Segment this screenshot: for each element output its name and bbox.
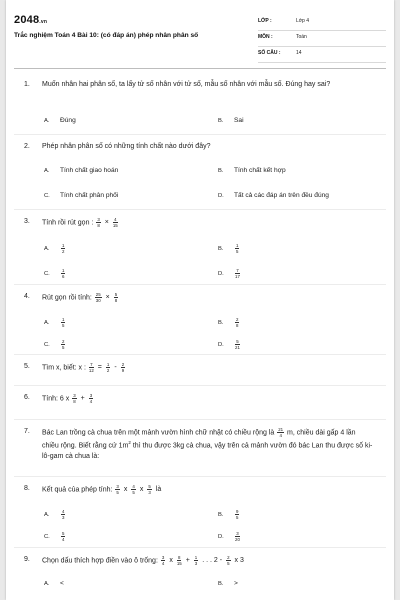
answer-option-d[interactable] — [218, 192, 329, 199]
answer-option-a[interactable] — [44, 243, 66, 254]
math-operator: x — [139, 486, 144, 494]
header-divider — [14, 68, 386, 69]
fraction-numerator: 2 — [236, 317, 239, 322]
fraction-denominator: 21 — [235, 345, 240, 350]
option-label: C. — [44, 342, 50, 349]
math-operator: x — [123, 486, 128, 494]
option-label: D. — [218, 534, 224, 541]
fraction-numerator: 4 — [62, 509, 65, 514]
question-prompt: Kết quả của phép tính: — [42, 486, 113, 494]
fraction — [89, 362, 94, 373]
question-prompt: Phép nhân phân số có những tính chất nào dưới đây? — [42, 143, 211, 150]
fraction — [106, 362, 110, 373]
fraction — [226, 555, 230, 566]
meta-value: Lớp 4 — [296, 18, 310, 24]
fraction-denominator: 3 — [62, 515, 65, 520]
question-text-part: thì thu được 3kg cà chua, vậy trên cả mảnh vườn đó bác Lan thu được số ki-lô-gam cà chua là: — [42, 442, 373, 460]
answer-option-b[interactable] — [218, 117, 244, 124]
option-text: Sai — [234, 117, 244, 124]
fraction — [61, 243, 65, 254]
math-operator: × — [104, 219, 109, 227]
option-label: A. — [44, 512, 50, 519]
answer-option-b[interactable] — [218, 509, 240, 520]
fraction-numerator: 1 — [106, 362, 110, 367]
math-operator: x — [169, 557, 173, 565]
fraction — [235, 268, 240, 279]
worksheet-page — [6, 0, 394, 600]
meta-key: LỚP : — [258, 18, 272, 24]
fraction — [95, 292, 102, 303]
fraction-denominator: 12 — [88, 368, 94, 373]
question-number: 4. — [24, 293, 30, 300]
question-number: 6. — [24, 394, 30, 401]
meta-value: Toán — [296, 34, 307, 40]
fraction — [61, 317, 65, 328]
meta-key: MÔN : — [258, 34, 273, 40]
meta-value: 14 — [296, 50, 302, 56]
fraction-denominator: 8 — [236, 323, 239, 328]
answer-option-c[interactable] — [44, 339, 66, 350]
option-text: Đúng — [60, 117, 76, 124]
fraction — [131, 484, 135, 495]
fraction-numerator: 2 — [227, 555, 230, 560]
math-operator: . . . 2 - — [202, 557, 223, 565]
fraction-denominator: 20 — [235, 537, 240, 542]
fraction-numerator: 1 — [236, 243, 239, 248]
answer-option-a[interactable] — [44, 317, 66, 328]
question-text — [42, 292, 374, 303]
option-label: A. — [44, 320, 50, 327]
answer-option-a[interactable] — [44, 117, 76, 124]
option-text: Tính chất kết hợp — [234, 167, 286, 174]
fraction — [61, 531, 65, 542]
fraction-denominator: 4 — [62, 537, 65, 542]
question-text-part: m, chiều dài gấp 4 lần chiều rộng. Biết rằng cứ 1m — [42, 429, 356, 450]
option-label: C. — [44, 193, 50, 199]
question-number: 2. — [24, 143, 30, 150]
option-text: Tính chất phân phối — [60, 192, 119, 199]
fraction-denominator: 3 — [194, 561, 198, 566]
math-operator: + — [185, 557, 190, 565]
fraction-denominator: 8 — [97, 223, 100, 228]
fraction-numerator: 21 — [278, 427, 284, 432]
unit-exponent: 2 — [128, 440, 131, 446]
fraction — [161, 555, 165, 566]
fraction-denominator: 2 — [62, 249, 65, 254]
fraction-denominator: 4 — [279, 433, 282, 438]
fraction-denominator: 5 — [132, 490, 135, 495]
fraction — [177, 555, 182, 566]
worksheet-title: Trắc nghiệm Toán 4 Bài 10: (có đáp án) phép nhân phân số — [14, 32, 199, 39]
question-separator — [14, 476, 386, 477]
fraction — [61, 339, 65, 350]
answer-option-d[interactable] — [218, 531, 241, 542]
fraction-denominator: 8 — [73, 399, 76, 404]
fraction — [235, 509, 239, 520]
fraction-numerator: 7 — [90, 362, 93, 367]
question-text — [42, 80, 374, 90]
fraction-denominator: 15 — [176, 561, 182, 566]
fraction-denominator: 6 — [62, 274, 65, 279]
math-operator: = — [97, 364, 102, 372]
option-label: D. — [218, 271, 224, 278]
option-label: C. — [44, 271, 50, 278]
question-text — [42, 484, 374, 495]
math-operator: - — [114, 364, 117, 372]
fraction — [235, 243, 239, 254]
question-prompt: Tính rồi rút gọn : — [42, 219, 94, 227]
fraction-numerator: 2 — [62, 339, 65, 344]
fraction — [72, 393, 76, 404]
question-separator — [14, 284, 386, 285]
fraction-numerator: 3 — [97, 217, 100, 222]
fraction-numerator: 1 — [62, 243, 65, 248]
fraction-denominator: 15 — [112, 223, 118, 228]
math-operator: × — [105, 294, 110, 302]
answer-option-d[interactable] — [218, 339, 241, 350]
meta-row-count — [258, 48, 386, 63]
fraction — [194, 555, 198, 566]
fraction-denominator: 2 — [106, 368, 110, 373]
question-text — [42, 427, 374, 462]
question-text-part: Bác Lan trồng cà chua trên một mảnh vườn hình chữ nhật có chiều rộng là — [42, 429, 277, 437]
option-label: B. — [218, 320, 224, 327]
fraction-numerator: 1 — [194, 555, 198, 560]
worksheet-header — [14, 14, 386, 66]
question-prompt: Tính: 6 x — [42, 395, 70, 403]
question-number: 3. — [24, 218, 30, 225]
fraction-denominator: 5 — [116, 490, 119, 495]
site-logo[interactable]: 2048.vn — [14, 14, 48, 26]
question-separator — [14, 134, 386, 135]
option-label: B. — [218, 168, 224, 174]
option-text: Tất cả các đáp án trên đều đúng — [234, 192, 329, 199]
fraction-numerator: 1 — [62, 268, 65, 273]
fraction-numerator: 5 — [148, 484, 151, 489]
option-text: < — [60, 580, 64, 587]
option-label: B. — [218, 581, 224, 587]
option-label: A. — [44, 118, 50, 124]
question-text — [42, 555, 374, 566]
answer-option-a[interactable] — [44, 509, 66, 520]
fraction-numerator: 3 — [161, 555, 165, 560]
fraction-denominator: 17 — [235, 274, 240, 279]
fraction-numerator: 3 — [236, 531, 239, 536]
question-text — [42, 362, 374, 373]
fraction-denominator: 5 — [62, 345, 65, 350]
question-number: 7. — [24, 428, 30, 435]
fraction-numerator: 25 — [95, 292, 101, 297]
answer-option-a[interactable] — [44, 580, 64, 587]
fraction-denominator: 30 — [95, 298, 101, 303]
question-text — [42, 393, 374, 404]
fraction — [114, 292, 118, 303]
fraction-denominator: 5 — [236, 515, 239, 520]
option-label: C. — [44, 534, 50, 541]
answer-option-c[interactable] — [44, 268, 66, 279]
fraction-numerator: 7 — [236, 268, 239, 273]
fraction-denominator: 4 — [89, 399, 93, 404]
option-text: > — [234, 580, 238, 587]
answer-option-b[interactable] — [218, 243, 240, 254]
fraction — [121, 362, 125, 373]
fraction — [113, 217, 118, 228]
question-number: 8. — [24, 485, 30, 492]
answer-option-b[interactable] — [218, 580, 238, 587]
option-label: B. — [218, 512, 224, 519]
fraction-denominator: 4 — [161, 561, 165, 566]
question-text — [42, 142, 374, 152]
question-prompt: Rút gọn rồi tính: — [42, 294, 92, 302]
question-number: 5. — [24, 363, 30, 370]
fraction-numerator: 4 — [114, 217, 117, 222]
fraction-numerator: 3 — [73, 393, 76, 398]
fraction-numerator: 8 — [178, 555, 181, 560]
question-text — [42, 217, 374, 228]
fraction-numerator: 1 — [62, 317, 65, 322]
meta-key: SỐ CÂU : — [258, 50, 281, 56]
question-number: 9. — [24, 556, 30, 563]
option-label: B. — [218, 246, 224, 253]
fraction-numerator: 9 — [236, 509, 239, 514]
fraction — [235, 531, 240, 542]
fraction-denominator: 5 — [62, 323, 65, 328]
fraction — [277, 427, 284, 438]
fraction — [115, 484, 119, 495]
question-separator — [14, 209, 386, 210]
answer-option-b[interactable] — [218, 167, 286, 174]
math-operator: + — [80, 395, 85, 403]
meta-row-subject — [258, 32, 386, 47]
fraction-numerator: 3 — [89, 393, 93, 398]
answer-option-c[interactable] — [44, 531, 66, 542]
answer-option-a[interactable] — [44, 167, 118, 174]
meta-table — [258, 16, 386, 64]
option-label: A. — [44, 246, 50, 253]
fraction — [89, 393, 93, 404]
fraction — [61, 268, 65, 279]
fraction-numerator: 5 — [114, 292, 118, 297]
option-text: Tính chất giao hoán — [60, 167, 119, 174]
fraction-denominator: 5 — [236, 249, 239, 254]
fraction-numerator: 3 — [116, 484, 119, 489]
option-label: A. — [44, 168, 50, 174]
fraction-denominator: 5 — [227, 561, 230, 566]
fraction-numerator: 2 — [121, 362, 125, 367]
answer-option-b[interactable] — [218, 317, 240, 328]
fraction — [96, 217, 100, 228]
fraction-denominator: 9 — [121, 368, 125, 373]
math-operator: là — [155, 486, 162, 494]
question-separator — [14, 354, 386, 355]
meta-row-class — [258, 16, 386, 31]
question-prompt: Tìm x, biết: x : — [42, 364, 86, 372]
question-separator — [14, 385, 386, 386]
answer-option-c[interactable] — [44, 192, 118, 199]
option-label: D. — [218, 342, 224, 349]
question-number: 1. — [24, 81, 30, 88]
fraction-numerator: 5 — [62, 531, 65, 536]
question-separator — [14, 547, 386, 548]
option-label: A. — [44, 581, 50, 587]
question-separator — [14, 419, 386, 420]
math-operator: x 3 — [234, 557, 244, 565]
answer-option-d[interactable] — [218, 268, 241, 279]
fraction-numerator: 4 — [132, 484, 135, 489]
fraction — [235, 339, 240, 350]
fraction-denominator: 8 — [114, 298, 118, 303]
fraction-denominator: 3 — [148, 490, 151, 495]
fraction — [147, 484, 151, 495]
option-label: D. — [218, 193, 224, 199]
fraction-numerator: 5 — [236, 339, 239, 344]
question-prompt: Chọn dấu thích hợp điền vào ô trống: — [42, 557, 158, 565]
question-prompt: Muốn nhân hai phân số, ta lấy tử số nhân với tử số, mẫu số nhân với mẫu số. Đúng hay sai? — [42, 81, 331, 88]
fraction — [61, 509, 65, 520]
fraction — [235, 317, 239, 328]
option-label: B. — [218, 118, 224, 124]
